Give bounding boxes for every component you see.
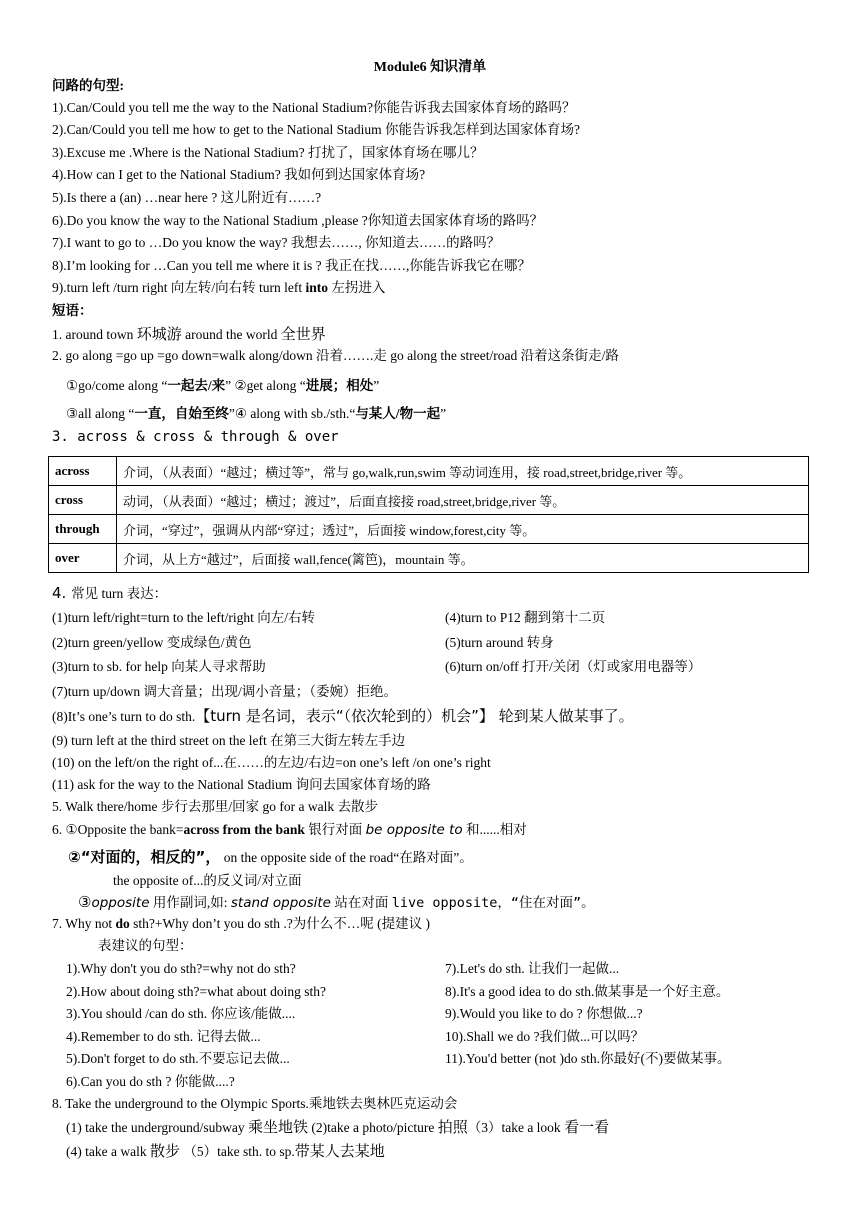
suggestion-item: 2).How about doing sth?=what about doing sth? xyxy=(66,984,326,999)
phrase-line xyxy=(66,1118,609,1137)
text-run: sth?+Why don’t you do sth .?为什么不…呢 (提建议 ) xyxy=(129,916,430,931)
turn-item: (2)turn green/yellow 变成绿色/黄色 xyxy=(52,635,252,650)
suggestion-item: 3).You should /can do sth. 你应该/能做.... xyxy=(66,1006,296,1021)
phrase-line: the opposite of...的反义词/对立面 xyxy=(113,873,302,888)
text-run: 常见 turn 表达： xyxy=(71,586,168,601)
table-cell-desc: 介词，（从表面）“越过；横过等”，常与 go,walk,run,swim 等动词连用，接 road,street,bridge,river 等。 xyxy=(117,457,809,486)
sentence-line: 3).Excuse me .Where is the National Stadium? 打扰了，国家体育场在哪儿？ xyxy=(52,145,484,160)
text-run-bold: 进展；相处 xyxy=(305,378,374,393)
turn-item: (3)turn to sb. for help 向某人寻求帮助 xyxy=(52,659,266,674)
text-run: 乘坐地铁 xyxy=(247,1118,308,1136)
phrase-line xyxy=(66,1142,385,1161)
text-run: 站在对面 xyxy=(330,895,392,910)
text-run: 拍照 xyxy=(437,1118,468,1136)
text-run-bold: across from the bank xyxy=(183,822,305,837)
text-run: 用作副词,如: xyxy=(149,895,231,910)
suggestion-item: 8).It's a good idea to do sth.做某事是一个好主意。 xyxy=(445,984,730,999)
suggestion-item: 1).Why don't you do sth?=why not do sth? xyxy=(66,961,296,976)
phrase-line xyxy=(52,584,167,603)
sentence-line: 5).Is there a (an) …near here ? 这儿附近有……? xyxy=(52,190,322,205)
text-run: ” xyxy=(373,378,380,393)
turn-item: (4)turn to P12 翻到第十二页 xyxy=(445,610,606,625)
turn-item: (5)turn around 转身 xyxy=(445,635,554,650)
page-title: Module6 知识清单 xyxy=(373,60,487,75)
text-run: around the world xyxy=(181,327,281,342)
text-run: （3）take a look xyxy=(467,1120,565,1135)
table-row xyxy=(49,457,809,486)
text-run: 和......相对 xyxy=(462,822,527,837)
text-run: live opposite，“住在对面”。 xyxy=(391,895,595,911)
text-run: (1) take the underground/subway xyxy=(66,1120,248,1135)
text-run: 6. ①Opposite the bank= xyxy=(52,822,184,837)
text-run: 1. around town xyxy=(52,327,137,342)
phrase-line xyxy=(52,821,527,839)
text-run-bold: do xyxy=(115,916,130,931)
comparison-table xyxy=(48,456,809,573)
text-run: (4) take a walk xyxy=(66,1144,150,1159)
text-run-italic: opposite xyxy=(91,895,150,911)
sentence-line xyxy=(52,279,385,297)
text-run: 带某人去某地 xyxy=(294,1142,385,1160)
table-cell-term: over xyxy=(49,544,117,573)
text-run: 银行对面 xyxy=(304,822,366,837)
phrase-line xyxy=(66,405,446,423)
table-row xyxy=(49,486,809,515)
suggestion-item: 10).Shall we do ?我们做...可以吗？ xyxy=(445,1029,645,1044)
text-run: ③all along “ xyxy=(66,406,135,421)
suggestion-item: 6).Can you do sth ? 你能做....? xyxy=(66,1074,235,1089)
text-run: ” xyxy=(440,406,447,421)
text-run: 9).turn left /turn right 向左转/向右转 turn left xyxy=(52,280,306,295)
suggestion-item: 4).Remember to do sth. 记得去做... xyxy=(66,1029,261,1044)
text-run: (2)take a photo/picture xyxy=(307,1120,438,1135)
text-run-italic: stand opposite xyxy=(230,895,331,911)
table-cell-term: across xyxy=(49,457,117,486)
text-run: 散步 xyxy=(149,1142,180,1160)
sentence-line: 7).I want to go to …Do you know the way? 我想去……, 你知道去……的路吗？ xyxy=(52,235,501,250)
text-run: on the opposite side of the road“在路对面”。 xyxy=(220,850,473,865)
text-run: （5）take sth. to sp. xyxy=(179,1144,295,1159)
table-cell-desc: 介词，“穿过”，强调从内部“穿过；透过”，后面接 window,forest,city 等。 xyxy=(117,515,809,544)
phrase-line: 2. go along =go up =go down=walk along/down 沿着…….走 go along the street/road 沿着这条街走/路 xyxy=(52,348,619,363)
table-cell-term: through xyxy=(49,515,117,544)
text-run-bold: 一直，自始至终 xyxy=(134,406,229,421)
suggestion-item: 9).Would you like to do ? 你想做...? xyxy=(445,1006,643,1021)
phrase-line xyxy=(52,325,326,344)
text-run: 【turn 是名词，表示“（依次轮到的）机会”】 轮到某人做某事了。 xyxy=(195,707,634,725)
phrase-line xyxy=(52,915,430,933)
text-run: 左拐进入 xyxy=(327,280,386,295)
turn-item: (7)turn up/down 调大音量；出现/调小音量；（委婉）拒绝。 xyxy=(52,684,397,699)
phrase-line: 8. Take the underground to the Olympic Sports.乘地铁去奥林匹克运动会 xyxy=(52,1096,458,1111)
turn-item xyxy=(52,707,634,726)
text-run: 看一看 xyxy=(564,1118,610,1136)
text-run-bold: 与某人/物一起 xyxy=(355,406,441,421)
text-run-bold: 一起去/来 xyxy=(167,378,226,393)
phrase-line xyxy=(78,893,595,912)
text-run: ①go/come along “ xyxy=(66,378,168,393)
sentence-line: 2).Can/Could you tell me how to get to the National Stadium 你能告诉我怎样到达国家体育场? xyxy=(52,122,580,137)
table-cell-desc: 动词，（从表面）“越过；横过；渡过”，后面直接接 road,street,bridge,river 等。 xyxy=(117,486,809,515)
turn-item: (6)turn on/off 打开/关闭（灯或家用电器等） xyxy=(445,659,702,674)
table-cell-desc: 介词，从上方“越过”，后面接 wall,fence(篱笆)，mountain 等。 xyxy=(117,544,809,573)
turn-item: (10) on the left/on the right of...在……的左边/右边=on one’s left /on one’s right xyxy=(52,755,491,770)
turn-item: (9) turn left at the third street on the left 在第三大街左转左手边 xyxy=(52,733,406,748)
phrase-line: 5. Walk there/home 步行去那里/回家 go for a walk 去散步 xyxy=(52,799,378,814)
text-run-italic: be opposite to xyxy=(365,822,463,838)
sentence-line: 8).I’m looking for …Can you tell me where it is ? 我正在找……,你能告诉我它在哪？ xyxy=(52,258,531,273)
text-run: ”④ along with sb./sth.“ xyxy=(228,406,356,421)
turn-item: (11) ask for the way to the National Stadium 询问去国家体育场的路 xyxy=(52,777,431,792)
suggestion-item: 7).Let's do sth. 让我们一起做... xyxy=(445,961,620,976)
sentence-line: 6).Do you know the way to the National Stadium ,please ?你知道去国家体育场的路吗？ xyxy=(52,213,544,228)
text-run-bold: ②“对面的，相反的”， xyxy=(68,848,221,866)
text-run: 4. xyxy=(52,584,72,602)
sentence-line: 1).Can/Could you tell me the way to the National Stadium?你能告诉我去国家体育场的路吗？ xyxy=(52,100,576,115)
phrase-line xyxy=(66,377,379,395)
suggestion-item: 5).Don't forget to do sth.不要忘记去做... xyxy=(66,1051,290,1066)
table-row xyxy=(49,515,809,544)
text-run: 7. Why not xyxy=(52,916,116,931)
sentence-line: 4).How can I get to the National Stadium? 我如何到达国家体育场? xyxy=(52,167,426,182)
phrase-line: 表建议的句型： xyxy=(98,938,193,953)
text-run: 环城游 xyxy=(136,325,182,343)
suggestion-item: 11).You'd better (not )do sth.你最好(不)要做某事。 xyxy=(445,1051,731,1066)
table-row xyxy=(49,544,809,573)
text-run-bold: into xyxy=(305,280,328,295)
phrase-line: 3. across & cross & through & over xyxy=(52,429,339,445)
text-run: 全世界 xyxy=(280,325,326,343)
section-heading-phrases: 短语： xyxy=(52,303,93,318)
text-run: ③ xyxy=(78,893,92,911)
text-run: (8)It’s one’s turn to do sth. xyxy=(52,709,196,724)
section-heading-directions: 问路的句型: xyxy=(52,78,124,93)
phrase-line xyxy=(68,848,473,867)
turn-item: (1)turn left/right=turn to the left/right 向左/右转 xyxy=(52,610,315,625)
text-run: ” ②get along “ xyxy=(225,378,306,393)
table-cell-term: cross xyxy=(49,486,117,515)
